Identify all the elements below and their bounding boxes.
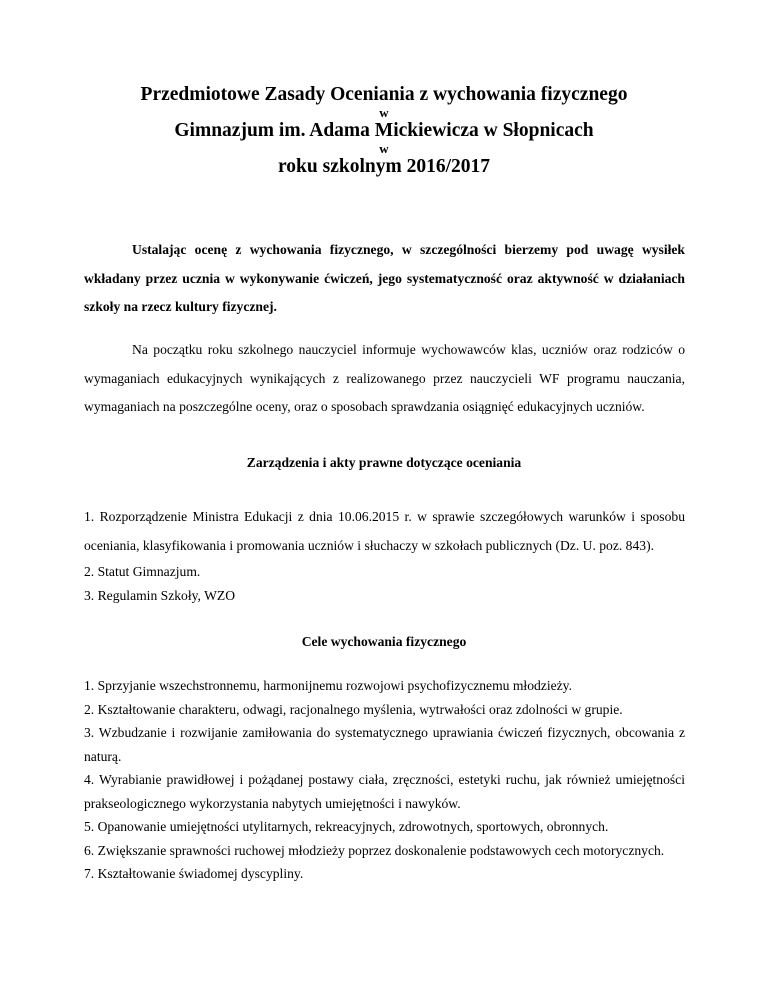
goals-heading: Cele wychowania fizycznego — [301, 634, 467, 649]
intro-bold-paragraph: Ustalając ocenę z wychowania fizycznego, w szczególności bierzemy pod uwagę wysiłek wkładany przez ucznia w wykonywanie ćwiczeń, jego systematyczność oraz aktywność w działaniach szkoły na rzecz kultury fizycznej. — [84, 242, 685, 314]
goal-item-6: 6. Zwiększanie sprawności ruchowej młodzieży poprzez doskonalenie podstawowych cech motorycznych. — [84, 842, 665, 858]
goal-item-7: 7. Kształtowanie świadomej dyscypliny. — [84, 866, 304, 881]
regulations-heading: Zarządzenia i akty prawne dotyczące oceniania — [246, 455, 522, 470]
title-line-1: Przedmiotowe Zasady Oceniania z wychowania fizycznego — [140, 84, 628, 105]
title-line-5: roku szkolnym 2016/2017 — [277, 156, 490, 177]
goal-item-2: 2. Kształtowanie charakteru, odwagi, racjonalnego myślenia, wytrwałości oraz zdolności w grupie. — [84, 701, 623, 717]
regulations-list — [84, 503, 685, 607]
title-line-3: Gimnazjum im. Adama Mickiewicza w Słopnicach — [174, 120, 594, 141]
regulation-item-3: 3. Regulamin Szkoły, WZO — [84, 587, 236, 603]
goal-item-3: 3. Wzbudzanie i rozwijanie zamiłowania do systematycznego uprawiania ćwiczeń fizycznych, obcowania z naturą. — [84, 725, 685, 764]
intro-section — [84, 236, 685, 322]
regulation-item-1: 1. Rozporządzenie Ministra Edukacji z dnia 10.06.2015 r. w sprawie szczegółowych warunków i sposobu oceniania, klasyfikowania i promowania uczniów i słuchaczy w szkołach publicznych (Dz. U. poz. 843). — [84, 509, 685, 553]
document-title — [0, 84, 768, 178]
title-line-4: w — [379, 141, 389, 156]
intro-text-section — [84, 336, 685, 422]
title-line-2: w — [379, 105, 389, 120]
regulation-item-2: 2. Statut Gimnazjum. — [84, 564, 201, 579]
goal-item-4: 4. Wyrabianie prawidłowej i pożądanej postawy ciała, zręczności, estetyki ruchu, jak również umiejętności prakseologicznego wykorzystania nabytych umiejętności i nawyków. — [84, 772, 685, 811]
intro-text-paragraph: Na początku roku szkolnego nauczyciel informuje wychowawców klas, uczniów oraz rodziców o wymaganiach edukacyjnych wynikających z realizowanego przez nauczycieli WF programu nauczania, wymaganiach na poszczególne oceny, oraz o sposobach sprawdzania osiągnięć edukacyjnych uczniów. — [84, 342, 685, 414]
goal-item-1: 1. Sprzyjanie wszechstronnemu, harmonijnemu rozwojowi psychofizycznemu młodzieży. — [84, 678, 572, 693]
goal-item-5: 5. Opanowanie umiejętności utylitarnych, rekreacyjnych, zdrowotnych, sportowych, obronnych. — [84, 819, 609, 834]
goals-list — [84, 674, 685, 886]
